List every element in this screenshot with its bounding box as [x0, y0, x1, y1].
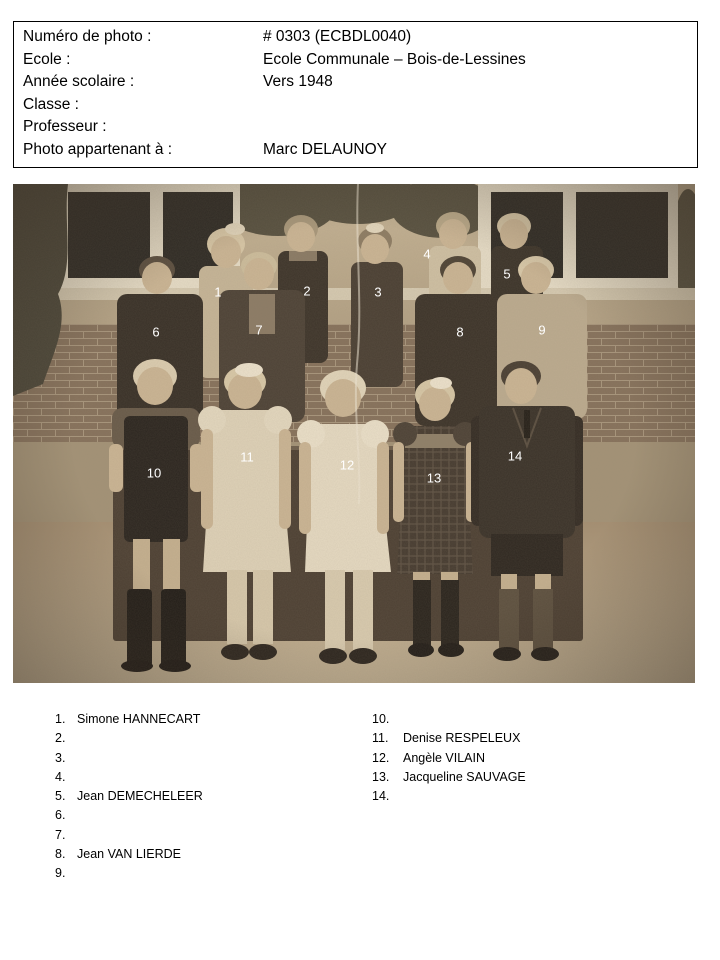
photo-number-label-4: 4: [423, 246, 431, 262]
list-item: [372, 768, 672, 787]
photo-info-box: [13, 21, 698, 168]
list-number: 13.: [372, 769, 390, 784]
people-list-right: [372, 710, 672, 806]
photo-number-label: Numéro de photo :: [23, 28, 152, 45]
list-item: [55, 826, 345, 845]
list-item: [372, 787, 672, 806]
list-number: 2.: [55, 731, 66, 746]
photo-number-label-8: 8: [456, 324, 464, 340]
school-year-label: Année scolaire :: [23, 73, 135, 91]
list-number: 9.: [55, 866, 66, 881]
photo-number-label-12: 12: [339, 457, 355, 473]
teacher-label: Professeur :: [23, 118, 107, 136]
row-teacher: [14, 116, 697, 139]
person-name: Jacqueline SAUVAGE: [403, 769, 526, 784]
list-item: [55, 729, 345, 748]
list-item: [55, 768, 345, 787]
list-number: 4.: [55, 769, 66, 784]
photo-number-label-13: 13: [426, 470, 442, 486]
row-owner: [14, 139, 697, 162]
owner-value: Marc DELAUNOY: [263, 140, 388, 158]
photo-number-label-1: 1: [214, 284, 222, 300]
person-name: Jean DEMECHELEER: [77, 789, 203, 804]
person-name: Simone HANNECART: [77, 712, 201, 726]
list-item: [55, 749, 345, 768]
person-name: Jean VAN LIERDE: [77, 847, 181, 862]
photo-number-label-11: 11: [240, 449, 254, 465]
people-list-left: [55, 710, 345, 884]
photo-number-label-14: 14: [507, 448, 523, 464]
list-number: 5.: [55, 789, 66, 804]
person-name: Denise RESPELEUX: [403, 731, 521, 746]
school-label: Ecole :: [23, 50, 71, 68]
list-number: 1.: [55, 712, 66, 726]
photo-vignette: [13, 184, 695, 683]
person-name: Angèle VILAIN: [403, 750, 485, 765]
photo-number-label-5: 5: [503, 266, 511, 282]
list-number: 14.: [372, 789, 390, 804]
owner-label: Photo appartenant à :: [23, 140, 173, 158]
list-item: [372, 749, 672, 768]
list-number: 3.: [55, 750, 66, 765]
list-number: 11.: [372, 731, 389, 746]
list-number: 10.: [372, 712, 390, 726]
photo-number-label-6: 6: [152, 324, 160, 340]
photo-number-label-2: 2: [303, 283, 311, 299]
list-number: 8.: [55, 847, 66, 862]
list-item: [55, 710, 345, 729]
photo-number-value: # 0303 (ECBDL0040): [263, 28, 412, 45]
list-number: 12.: [372, 750, 390, 765]
photo-number-label-10: 10: [146, 465, 162, 481]
row-school: [14, 49, 697, 72]
list-item: [55, 806, 345, 825]
list-item: [55, 864, 345, 883]
photo-number-label-9: 9: [538, 322, 546, 338]
list-number: 7.: [55, 827, 66, 842]
class-label: Classe :: [23, 95, 79, 113]
list-item: [372, 710, 672, 729]
photo-number-label-3: 3: [374, 284, 382, 300]
class-photo: [13, 184, 695, 683]
list-item: [55, 845, 345, 864]
school-value: Ecole Communale – Bois-de-Lessines: [263, 50, 526, 68]
list-item: [372, 729, 672, 748]
photo-number-label-7: 7: [255, 322, 263, 338]
row-class: [14, 94, 697, 117]
school-year-value: Vers 1948: [263, 73, 333, 91]
row-photo-number: [14, 26, 697, 49]
list-number: 6.: [55, 808, 66, 823]
row-school-year: [14, 71, 697, 94]
list-item: [55, 787, 345, 806]
